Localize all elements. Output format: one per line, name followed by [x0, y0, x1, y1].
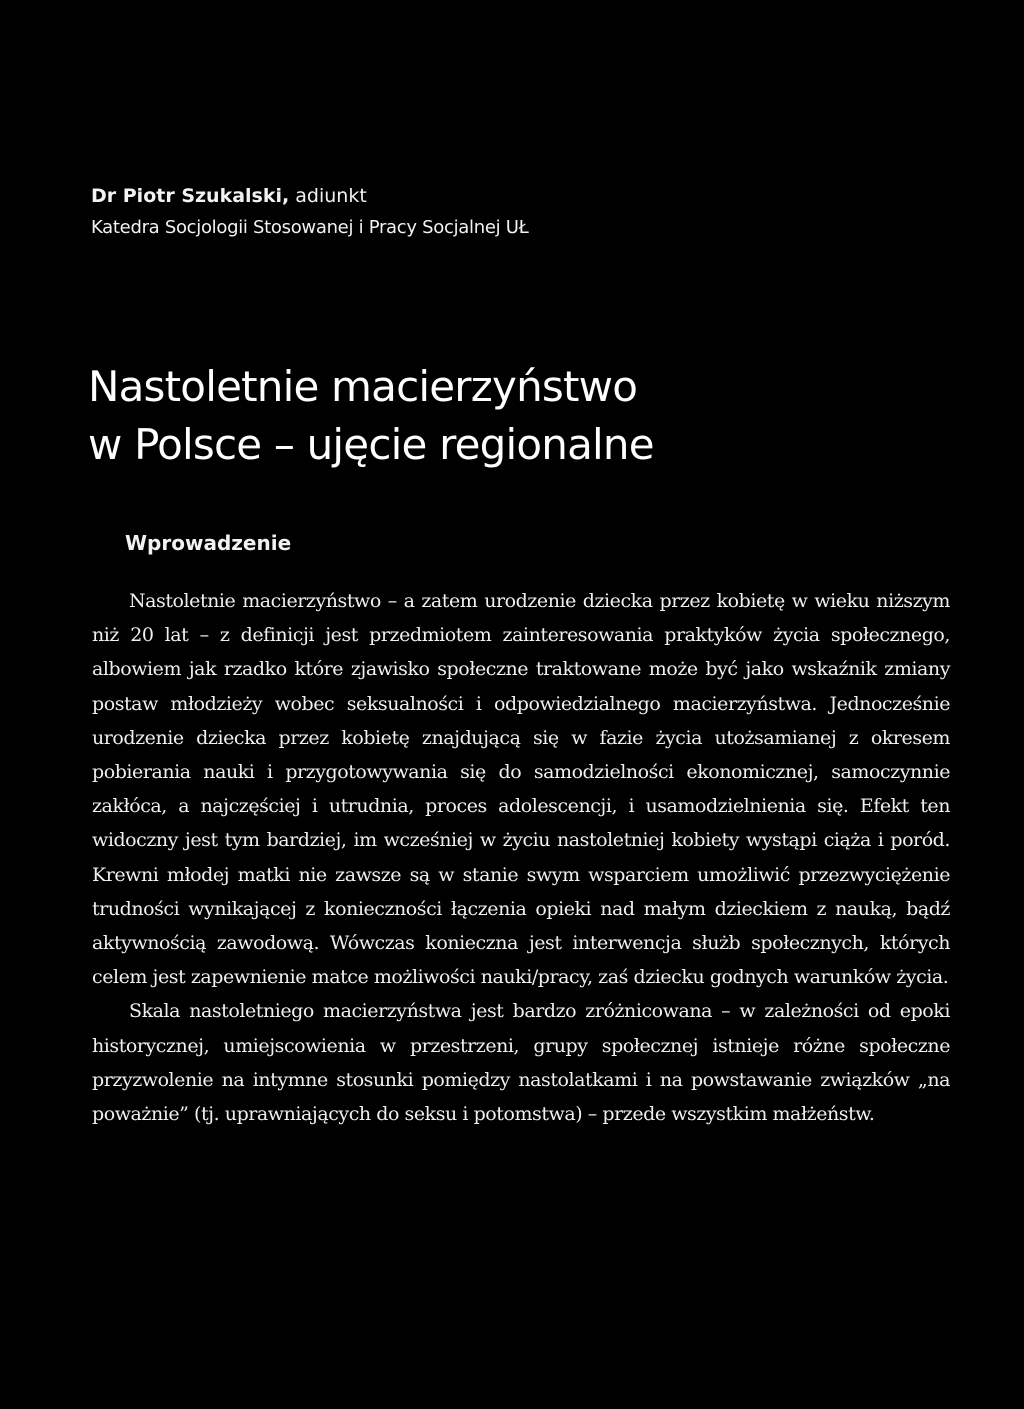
author-block [91, 180, 528, 244]
article-title [88, 358, 654, 474]
author-name: Dr Piotr Szukalski, [91, 185, 290, 207]
author-affiliation: Katedra Socjologii Stosowanej i Pracy Socjalnej UŁ [91, 217, 529, 238]
body-text [92, 584, 950, 1131]
section-heading: Wprowadzenie [125, 531, 292, 555]
article-title-line-2: w Polsce – ujęcie regionalne [88, 420, 654, 469]
paragraph-2: Skala nastoletniego macierzyństwa jest bardzo zróżnicowana – w zależności od epoki historycznej, umiejscowienia w przestrzeni, grupy społecznej istnieje różne społeczne przyzwolenie na intymne stosunki pomiędzy nastolatkami i na powstawanie związków „na poważnie” (tj. uprawniających do seksu i potomstwa) – przede wszystkim małżeństw. [92, 1000, 950, 1126]
author-role: adiunkt [289, 185, 367, 207]
author-line [91, 180, 528, 212]
paragraph-1: Nastoletnie macierzyństwo – a zatem urodzenie dziecka przez kobietę w wieku niższym niż 20 lat – z definicji jest przedmiotem zainteresowania praktyków życia społecznego, albowiem jak rzadko które zjawisko społeczne traktowane może być jako wskaźnik zmiany postaw młodzieży wobec seksualności i odpowiedzialnego macierzyństwa. Jednocześnie urodzenie dziecka przez kobietę znajdującą się w fazie życia utożsamianej z okresem pobierania nauki i przygotowywania się do samodzielności ekonomicznej, samoczynnie zakłóca, a najczęściej i utrudnia, proces adolescencji, i usamodzielnienia się. Efekt ten widoczny jest tym bardziej, im wcześniej w życiu nastoletniej kobiety wystąpi ciąża i poród. Krewni młodej matki nie zawsze są w stanie swym wsparciem umożliwić przezwyciężenie trudności wynikającej z konieczności łączenia opieki nad małym dzieckiem z nauką, bądź aktywnością zawodową. Wówczas konieczna jest interwencja służb społecznych, których celem jest zapewnienie matce możliwości nauki/pracy, zaś dziecku godnych warunków życia. [92, 590, 950, 989]
article-title-line-1: Nastoletnie macierzyństwo [88, 362, 638, 411]
